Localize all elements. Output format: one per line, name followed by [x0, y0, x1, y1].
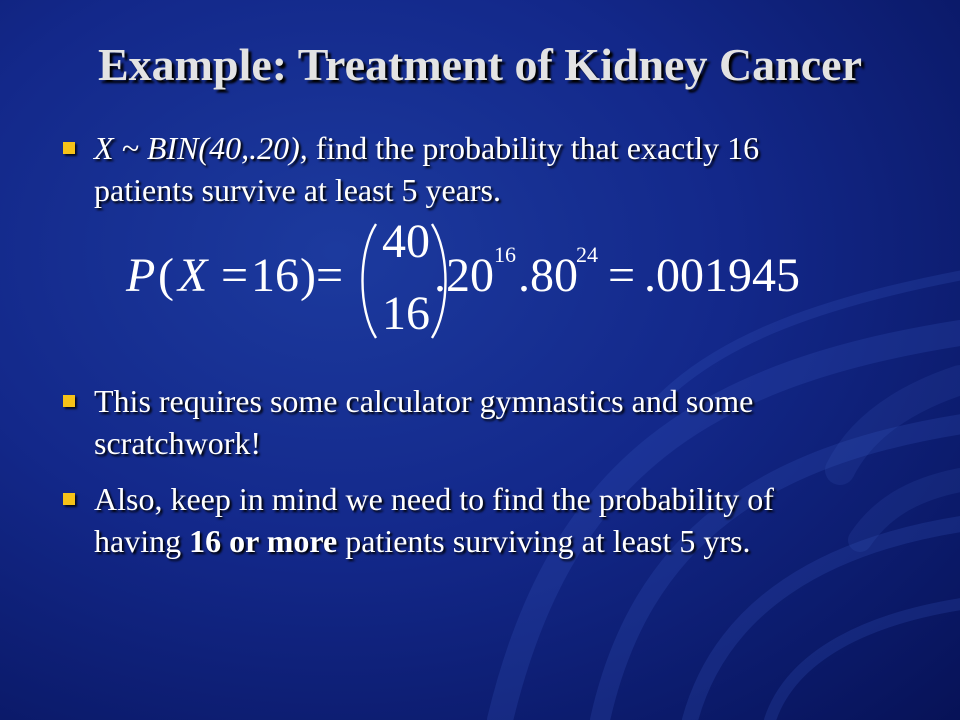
- bullet-1-text: find the probability that exactly 16: [307, 130, 760, 166]
- formula-n-top: 40: [382, 215, 430, 268]
- bullet-item-1: [94, 127, 884, 211]
- bullet-3-text-post: patients surviving at least 5 yrs.: [337, 523, 751, 559]
- formula-close-paren: ): [300, 249, 316, 302]
- bullet-1-text-line-2: patients survive at least 5 years.: [94, 172, 501, 208]
- binomial-probability-formula: [116, 212, 800, 342]
- bullet-item-2: [94, 380, 884, 464]
- formula-open-paren: (: [158, 249, 174, 302]
- bullet-3-emphasis: 16 or more: [189, 523, 338, 559]
- formula-k: 16: [251, 249, 299, 302]
- formula-equals-3: =: [608, 249, 636, 302]
- formula-q-exponent: 24: [576, 242, 598, 267]
- formula-x: X: [178, 249, 208, 302]
- bullet-2-text: This requires some calculator gymnastics and some: [94, 383, 754, 419]
- formula-p-exponent: 16: [494, 242, 516, 267]
- formula-equals-1: =: [221, 249, 249, 302]
- distribution-notation: X ~ BIN(40,.20),: [94, 130, 308, 166]
- square-bullet-icon: [63, 493, 75, 505]
- square-bullet-icon: [63, 395, 75, 407]
- formula-equals-2: =: [316, 249, 344, 302]
- slide-title: Example: Treatment of Kidney Cancer: [97, 39, 862, 90]
- square-bullet-icon: [63, 142, 75, 154]
- formula-p-value: .20: [434, 249, 494, 302]
- formula-p: P: [126, 249, 156, 302]
- formula-k-bottom: 16: [382, 287, 430, 340]
- bullet-3-text-pre: having: [94, 523, 190, 559]
- bullet-item-3: [94, 478, 884, 562]
- bullet-2-text-line-2: scratchwork!: [94, 425, 262, 461]
- formula-q-value: .80: [518, 249, 578, 302]
- formula-result: .001945: [644, 249, 800, 302]
- bullet-3-text: Also, keep in mind we need to find the probability of: [94, 481, 774, 517]
